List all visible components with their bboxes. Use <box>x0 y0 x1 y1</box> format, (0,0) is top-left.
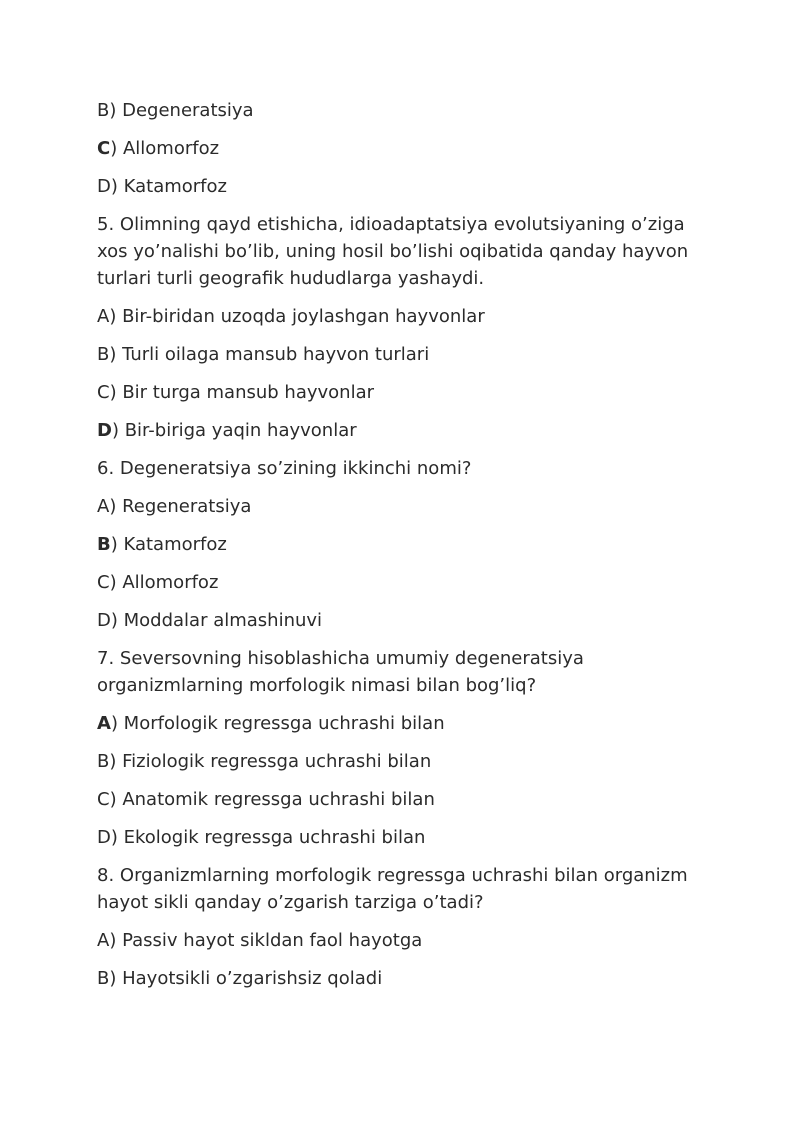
quiz-content <box>97 97 720 992</box>
option-text: ) Bir-biriga yaqin hayvonlar <box>111 420 357 441</box>
option-letter: A <box>97 930 110 951</box>
option-text: ) Bir turga mansub hayvonlar <box>109 382 375 403</box>
answer-option <box>97 341 720 368</box>
answer-option <box>97 135 720 162</box>
option-letter: A <box>97 496 110 517</box>
option-text: ) Fiziologik regressga uchrashi bilan <box>109 751 432 772</box>
option-letter: A <box>97 713 111 734</box>
question-text: 6. Degeneratsiya so’zining ikkinchi nomi? <box>97 458 472 479</box>
answer-option <box>97 824 720 851</box>
option-letter: C <box>97 382 110 403</box>
option-text: ) Morfologik regressga uchrashi bilan <box>110 713 445 734</box>
answer-option <box>97 417 720 444</box>
option-text: ) Regeneratsiya <box>109 496 252 517</box>
answer-option <box>97 927 720 954</box>
option-letter: B <box>97 534 111 555</box>
option-letter: D <box>97 610 111 631</box>
answer-option <box>97 173 720 200</box>
answer-option <box>97 748 720 775</box>
option-text: ) Passiv hayot sikldan faol hayotga <box>109 930 423 951</box>
option-letter: C <box>97 138 111 159</box>
option-letter: D <box>97 420 112 441</box>
option-letter: D <box>97 176 111 197</box>
answer-option <box>97 303 720 330</box>
question-text: 5. Olimning qayd etishicha, idioadaptatsiya evolutsiyaning o’ziga xos yo’nalishi bo’lib, uning hosil bo’lishi oqibatida qanday hayvon turlari turli geografik hududlarga yashaydi. <box>97 214 689 289</box>
answer-option <box>97 493 720 520</box>
option-text: ) Ekologik regressga uchrashi bilan <box>110 827 426 848</box>
option-text: ) Moddalar almashinuvi <box>110 610 323 631</box>
answer-option <box>97 965 720 992</box>
answer-option <box>97 569 720 596</box>
answer-option <box>97 786 720 813</box>
answer-option <box>97 710 720 737</box>
option-text: ) Katamorfoz <box>110 176 227 197</box>
option-letter: C <box>97 789 110 810</box>
option-text: ) Allomorfoz <box>109 572 219 593</box>
option-text: ) Degeneratsiya <box>109 100 254 121</box>
answer-option <box>97 97 720 124</box>
option-letter: B <box>97 751 110 772</box>
option-text: ) Katamorfoz <box>110 534 227 555</box>
answer-option <box>97 531 720 558</box>
option-letter: D <box>97 827 111 848</box>
option-text: ) Bir-biridan uzoqda joylashgan hayvonlar <box>109 306 485 327</box>
option-letter: C <box>97 572 110 593</box>
option-letter: B <box>97 968 110 989</box>
answer-option <box>97 379 720 406</box>
question-text: 8. Organizmlarning morfologik regressga uchrashi bilan organizm hayot sikli qanday o’zgarish tarziga o’tadi? <box>97 865 688 913</box>
option-letter: B <box>97 344 110 365</box>
answer-option <box>97 607 720 634</box>
option-text: ) Allomorfoz <box>110 138 220 159</box>
question-text: 7. Seversovning hisoblashicha umumiy degeneratsiya organizmlarning morfologik nimasi bilan bog’liq? <box>97 648 584 696</box>
option-letter: A <box>97 306 110 327</box>
option-text: ) Anatomik regressga uchrashi bilan <box>109 789 435 810</box>
option-text: ) Hayotsikli o’zgarishsiz qoladi <box>109 968 383 989</box>
option-text: ) Turli oilaga mansub hayvon turlari <box>109 344 430 365</box>
option-letter: B <box>97 100 110 121</box>
